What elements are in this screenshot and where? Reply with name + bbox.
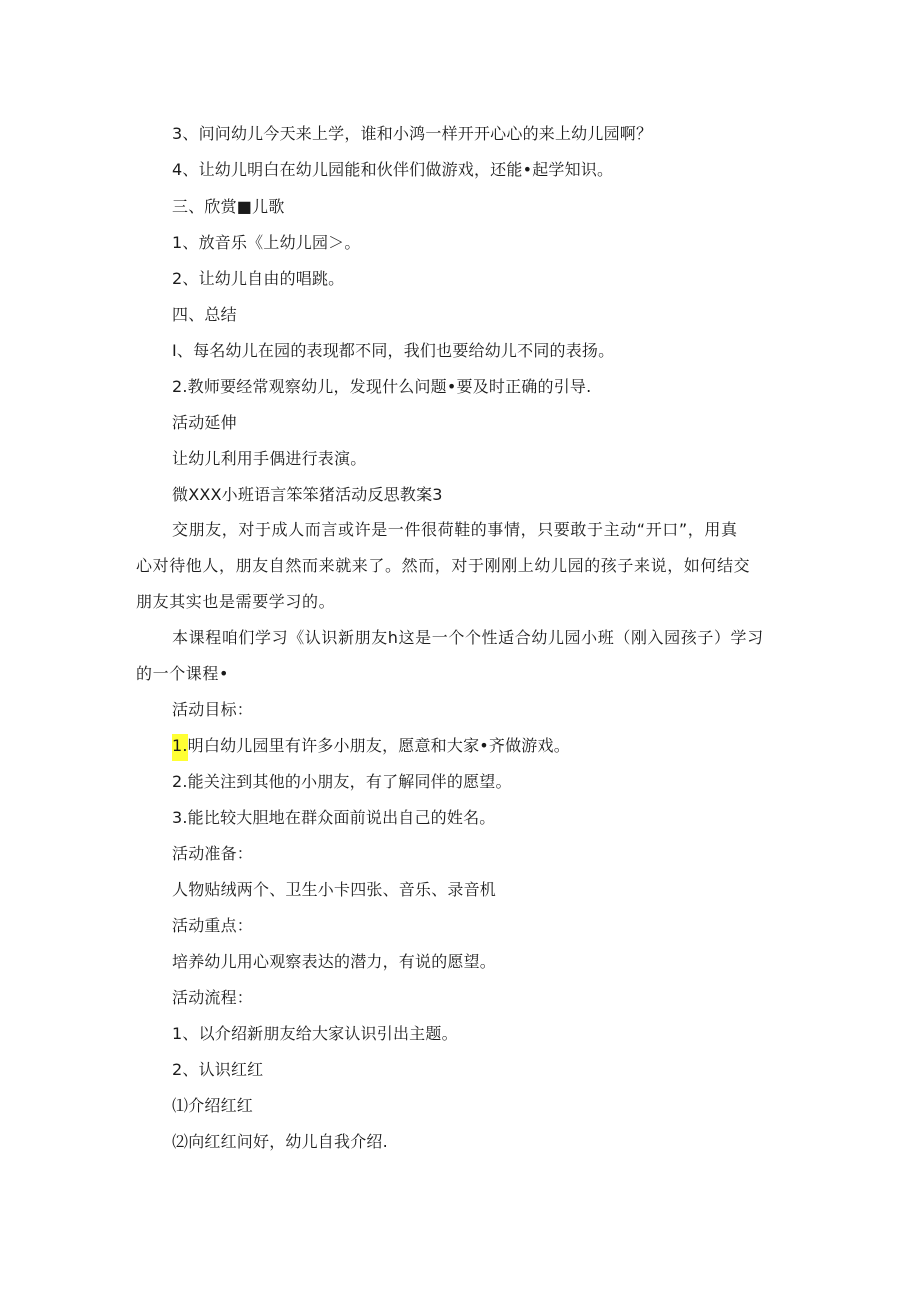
goal-text: 明白幼儿园里有许多小朋友，愿意和大家•齐做游戏。 (187, 736, 570, 755)
paragraph-line: 的一个课程• (136, 664, 230, 683)
section-heading: 四、总结 (172, 305, 237, 324)
section-heading: 活动延伸 (172, 413, 237, 432)
goal-item: 2.能关注到其他的小朋友，有了解同伴的愿望。 (172, 772, 512, 791)
focus-text: 培养幼儿用心观察表达的潜力，有说的愿望。 (172, 952, 497, 971)
document-title: 微XXX小班语言笨笨猪活动反思教案3 (172, 485, 443, 504)
focus-heading: 活动重点： (172, 916, 254, 935)
paragraph-line: 交朋友，对于成人而言或许是一件很荷鞋的事情，只要敢于主动“开口”，用真 (172, 520, 738, 539)
paragraph-line: 心对待他人，朋友自然而来就来了。然而，对于刚刚上幼儿园的孩子来说，如何结交 (136, 556, 751, 575)
process-step: 1、以介绍新朋友给大家认识引出主题。 (172, 1024, 458, 1043)
highlighted-number: 1. (172, 734, 188, 761)
text-line: 2.教师要经常观察幼儿，发现什么问题•要及时正确的引导. (172, 377, 592, 396)
text-line: 让幼儿利用手偶进行表演。 (172, 449, 367, 468)
text-line: 2、让幼儿自由的唱跳。 (172, 269, 345, 288)
text-line: I、每名幼儿在园的表现都不同，我们也要给幼儿不同的表扬。 (172, 341, 615, 360)
process-heading: 活动流程： (172, 988, 254, 1007)
process-step: 2、认识红红 (172, 1060, 264, 1079)
text-line: 3、问问幼儿今天来上学，谁和小鸿一样开开心心的来上幼儿园啊？ (172, 124, 653, 143)
process-substep: ⑴介绍红红 (172, 1096, 254, 1115)
paragraph-line: 朋友其实也是需要学习的。 (136, 592, 336, 611)
goals-heading: 活动目标： (172, 700, 254, 719)
text-line: 1、放音乐《上幼儿园＞。 (172, 233, 361, 252)
process-substep: ⑵向红红问好，幼儿自我介绍. (172, 1132, 388, 1151)
prep-heading: 活动准备： (172, 844, 254, 863)
section-heading: 三、欣赏■儿歌 (172, 197, 285, 216)
paragraph-line: 本课程咱们学习《认识新朋友h这是一个个性适合幼儿园小班（刚入园孩子）学习 (172, 628, 764, 647)
goal-item (172, 736, 570, 756)
prep-text: 人物贴绒两个、卫生小卡四张、音乐、录音机 (172, 880, 497, 899)
goal-item: 3.能比较大胆地在群众面前说出自己的姓名。 (172, 808, 496, 827)
text-line: 4、让幼儿明白在幼儿园能和伙伴们做游戏，还能•起学知识。 (172, 160, 614, 179)
